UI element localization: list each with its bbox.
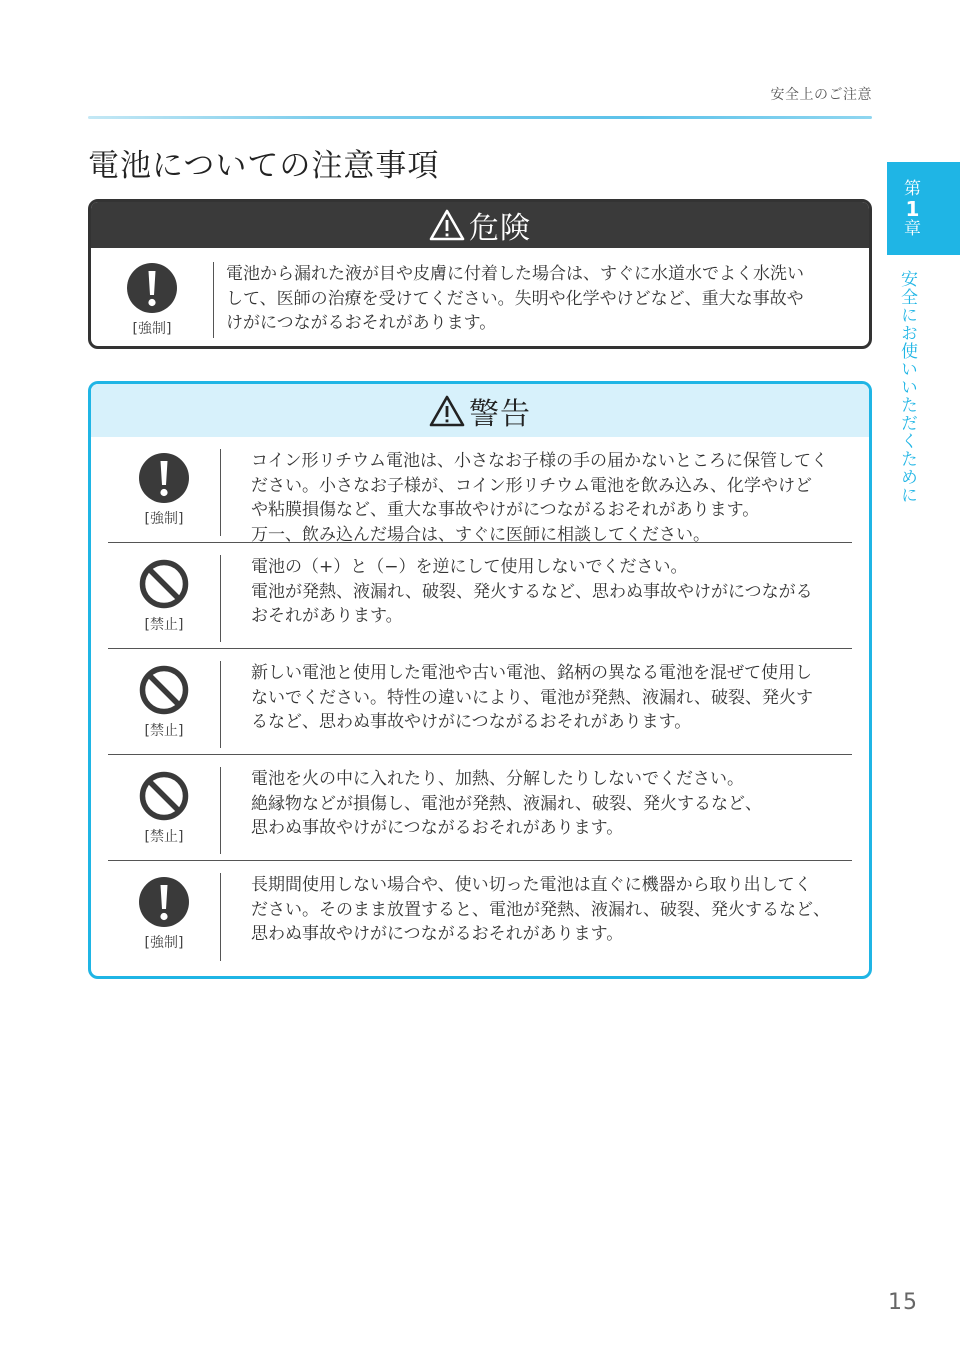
row-tag: [禁止] <box>144 616 184 633</box>
running-head: 安全上のご注意 <box>770 87 872 103</box>
chapter-section-title: 安全にお使いいただくために <box>897 270 917 504</box>
row-text <box>214 256 869 344</box>
row-icon-cell <box>108 543 220 648</box>
text-line: るなど、思わぬ事故やけがにつながるおそれがあります。 <box>251 712 692 732</box>
prohibition-icon <box>138 664 190 716</box>
text-line: おそれがあります。 <box>251 606 403 626</box>
exclamation-icon <box>126 262 178 314</box>
page-title: 電池についての注意事項 <box>88 148 440 184</box>
text-line: ださい。そのまま放置すると、電池が発熱、液漏れ、破裂、発火するなど、 <box>251 899 831 920</box>
row-tag: [強制] <box>132 321 172 337</box>
text-line: 電池が発熱、液漏れ、破裂、発火するなど、思わぬ事故やけがにつながる <box>251 581 813 602</box>
row-text <box>221 543 852 648</box>
warning-title: 警告 <box>469 396 531 432</box>
text-line: 絶縁物などが損傷し、電池が発熱、液漏れ、破裂、発火するなど、 <box>251 793 763 814</box>
warning-triangle-icon <box>429 208 465 242</box>
row-text <box>221 755 852 860</box>
chapter-number: 1 <box>905 196 920 221</box>
exclamation-icon <box>138 452 190 504</box>
danger-row <box>91 248 869 344</box>
row-icon-cell <box>108 755 220 860</box>
row-text <box>221 861 852 967</box>
warning-header <box>91 384 869 437</box>
row-text <box>221 649 852 754</box>
danger-rows <box>91 248 869 344</box>
text-line: 電池の（+）と（−）を逆にして使用しないでください。 <box>251 557 688 577</box>
row-icon-cell <box>108 437 220 542</box>
row-icon-cell <box>91 256 213 344</box>
text-line: けがにつながるおそれがあります。 <box>226 313 497 333</box>
danger-box <box>88 199 872 349</box>
prohibition-icon <box>138 770 190 822</box>
warning-triangle-icon <box>429 394 465 428</box>
text-line: ないでください。特性の違いにより、電池が発熱、液漏れ、破裂、発火す <box>251 687 814 708</box>
chapter-prefix: 第 <box>904 178 921 199</box>
page-number: 15 <box>888 1290 918 1315</box>
warning-row <box>108 755 852 861</box>
text-line: して、医師の治療を受けてください。失明や化学やけどなど、重大な事故や <box>226 288 804 309</box>
row-text <box>221 437 852 545</box>
row-tag: [禁止] <box>144 722 184 739</box>
warning-box <box>88 381 872 979</box>
row-tag: [強制] <box>144 510 184 527</box>
chapter-tab[interactable] <box>887 162 960 255</box>
warning-row <box>108 649 852 755</box>
chapter-suffix: 章 <box>904 218 921 239</box>
row-icon-cell <box>108 861 220 967</box>
warning-row <box>108 543 852 649</box>
row-tag: [禁止] <box>144 828 184 845</box>
text-line: や粘膜損傷など、重大な事故やけがにつながるおそれがあります。 <box>251 500 760 520</box>
row-tag: [強制] <box>144 935 184 951</box>
header-rule <box>88 116 872 119</box>
text-line: 電池から漏れた液が目や皮膚に付着した場合は、すぐに水道水でよく水洗い <box>226 264 804 284</box>
text-line: 長期間使用しない場合や、使い切った電池は直ぐに機器から取り出してく <box>251 875 812 895</box>
warning-row <box>108 437 852 543</box>
text-line: 思わぬ事故やけがにつながるおそれがあります。 <box>251 924 624 944</box>
text-line: 電池を火の中に入れたり、加熱、分解したりしないでください。 <box>251 769 744 789</box>
text-line: 思わぬ事故やけがにつながるおそれがあります。 <box>251 818 624 838</box>
warning-rows <box>91 437 869 967</box>
danger-header <box>91 202 869 248</box>
exclamation-icon <box>138 876 190 928</box>
text-line: 万一、飲み込んだ場合は、すぐに医師に相談してください。 <box>251 524 710 545</box>
text-line: 新しい電池と使用した電池や古い電池、銘柄の異なる電池を混ぜて使用し <box>251 663 812 683</box>
warning-row <box>108 861 852 967</box>
text-line: コイン形リチウム電池は、小さなお子様の手の届かないところに保管してく <box>251 451 828 471</box>
danger-title: 危険 <box>469 211 531 246</box>
prohibition-icon <box>138 558 190 610</box>
text-line: ださい。小さなお子様が、コイン形リチウム電池を飲み込み、化学やけど <box>251 475 812 496</box>
row-icon-cell <box>108 649 220 754</box>
